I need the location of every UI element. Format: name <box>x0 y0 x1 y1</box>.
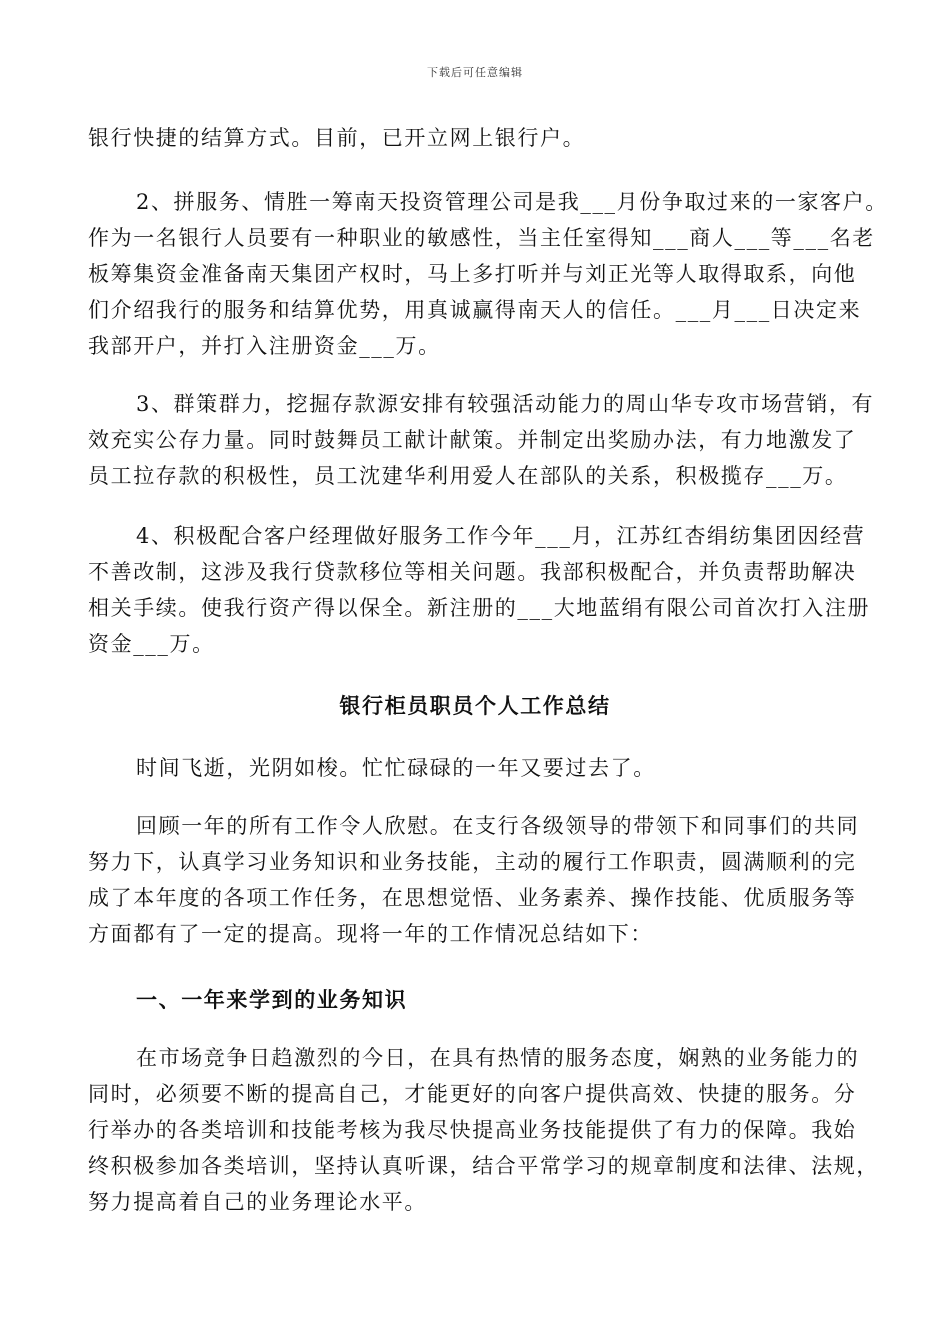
paragraph-knowledge <box>88 1040 879 1220</box>
text-line: 板筹集资金准备南天集团产权时，马上多打听并与刘正光等人取得取系，向他 <box>88 262 857 286</box>
text-line: 4、积极配合客户经理做好服务工作今年___月，江苏红杏绢纺集团因经营 <box>136 524 866 548</box>
section-heading-1: 一、一年来学到的业务知识 <box>136 987 408 1012</box>
text-line: 资金___万。 <box>88 632 215 656</box>
page-header: 下载后可任意编辑 <box>427 66 523 79</box>
text-line: 们介绍我行的服务和结算优势，用真诚赢得南天人的信任。___月___日决定来 <box>88 298 862 322</box>
text-line: 2、拼服务、情胜一筹南天投资管理公司是我___月份争取过来的一家客户。 <box>136 190 888 214</box>
text-line: 回顾一年的所有工作令人欣慰。在支行各级领导的带领下和同事们的共同 <box>136 814 860 838</box>
paragraph-item-3 <box>88 386 875 494</box>
text-line: 效充实公存力量。同时鼓舞员工献计献策。并制定出奖励办法，有力地激发了 <box>88 428 857 452</box>
text-line: 3、群策群力，挖掘存款源安排有较强活动能力的周山华专攻市场营销，有 <box>136 392 875 416</box>
text-line: 在市场竞争日趋激烈的今日，在具有热情的服务态度，娴熟的业务能力的 <box>136 1046 860 1070</box>
text-line: 银行快捷的结算方式。目前，已开立网上银行户。 <box>88 126 586 150</box>
text-line: 员工拉存款的积极性，员工沈建华利用爱人在部队的关系，积极揽存___万。 <box>88 464 848 488</box>
text-line: 努力提高着自己的业务理论水平。 <box>88 1190 427 1214</box>
text-line: 不善改制，这涉及我行贷款移位等相关问题。我部积极配合，并负责帮助解决 <box>88 560 857 584</box>
paragraph-item-2 <box>88 184 888 364</box>
text-line: 时间飞逝，光阴如梭。忙忙碌碌的一年又要过去了。 <box>136 756 656 780</box>
paragraph-item-4 <box>88 518 871 662</box>
text-line: 同时，必须要不断的提高自己，才能更好的向客户提供高效、快捷的服务。分 <box>88 1082 857 1106</box>
text-line: 行举办的各类培训和技能考核为我尽快提高业务技能提供了有力的保障。我始 <box>88 1118 857 1142</box>
text-line: 成了本年度的各项工作任务，在思想觉悟、业务素养、操作技能、优质服务等 <box>88 886 857 910</box>
paragraph-review <box>88 808 868 952</box>
text-line: 终积极参加各类培训，坚持认真听课，结合平常学习的规章制度和法律、法规， <box>88 1154 879 1178</box>
text-line: 方面都有了一定的提高。现将一年的工作情况总结如下： <box>88 922 653 946</box>
text-line: 作为一名银行人员要有一种职业的敏感性，当主任室得知___商人___等___名老 <box>88 226 875 250</box>
text-line: 相关手续。使我行资产得以保全。新注册的___大地蓝绢有限公司首次打入注册 <box>88 596 871 620</box>
section-title: 银行柜员职员个人工作总结 <box>339 693 611 718</box>
text-line: 我部开户，并打入注册资金___万。 <box>88 334 441 358</box>
paragraph-continuation <box>88 120 868 156</box>
paragraph-intro <box>88 750 868 786</box>
text-line: 努力下，认真学习业务知识和业务技能，主动的履行工作职责，圆满顺利的完 <box>88 850 857 874</box>
